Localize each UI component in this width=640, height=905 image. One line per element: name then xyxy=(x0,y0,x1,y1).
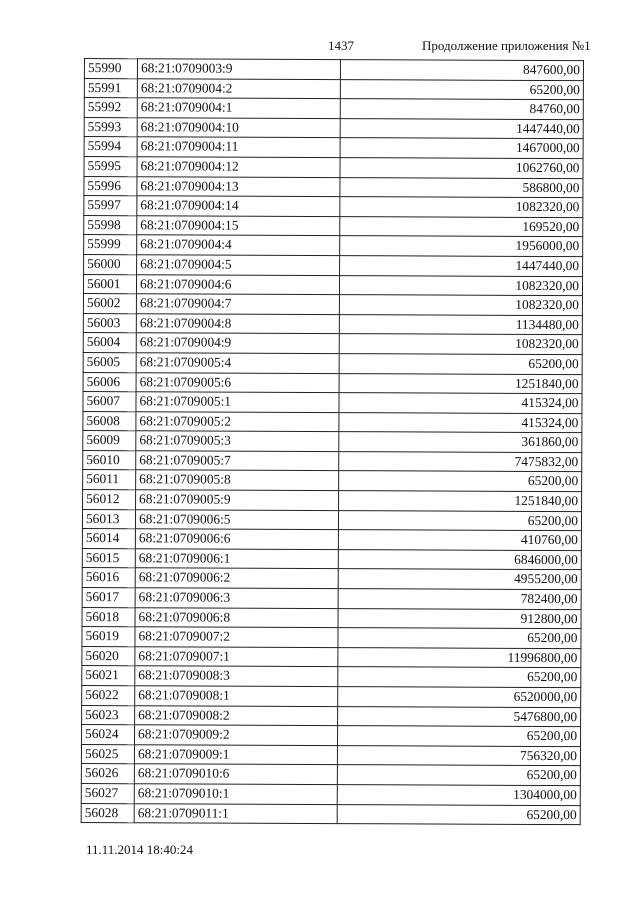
row-number-cell: 56014 xyxy=(82,529,135,549)
table-row xyxy=(84,235,583,257)
row-number-cell: 56013 xyxy=(82,509,135,529)
cadastral-number-cell: 68:21:0709007:2 xyxy=(135,627,338,647)
cadastral-number-cell: 68:21:0709004:5 xyxy=(137,255,340,275)
row-number-cell: 56023 xyxy=(82,705,135,725)
table-row xyxy=(83,274,582,296)
table-row xyxy=(81,744,580,766)
row-number-cell: 56020 xyxy=(82,646,135,666)
cadastral-number-cell: 68:21:0709005:9 xyxy=(136,490,339,510)
row-number-cell: 55990 xyxy=(84,59,137,79)
row-number-cell: 56024 xyxy=(82,725,135,745)
cadastral-number-cell: 68:21:0709004:11 xyxy=(137,137,340,157)
cadastral-value-cell: 1062760,00 xyxy=(340,158,583,179)
table-row xyxy=(84,176,583,198)
table-container xyxy=(81,58,584,825)
footer-timestamp: 11.11.2014 18:40:24 xyxy=(86,842,194,857)
table-row xyxy=(83,490,582,512)
cadastral-number-cell: 68:21:0709005:1 xyxy=(136,392,339,412)
cadastral-number-cell: 68:21:0709004:6 xyxy=(136,274,339,294)
cadastral-value-cell: 1251840,00 xyxy=(339,491,582,512)
row-number-cell: 55999 xyxy=(84,235,137,255)
row-number-cell: 56021 xyxy=(82,666,135,686)
row-number-cell: 55996 xyxy=(84,176,137,196)
table-row xyxy=(84,137,583,159)
cadastral-number-cell: 68:21:0709009:2 xyxy=(135,725,338,745)
cadastral-number-cell: 68:21:0709008:1 xyxy=(135,686,338,706)
row-number-cell: 56026 xyxy=(81,764,134,784)
cadastral-number-cell: 68:21:0709006:5 xyxy=(135,509,338,529)
table-row xyxy=(83,294,582,316)
cadastral-number-cell: 68:21:0709006:2 xyxy=(135,568,338,588)
cadastral-value-cell: 65200,00 xyxy=(337,765,580,786)
cadastral-value-cell: 4955200,00 xyxy=(338,569,581,590)
cadastral-value-cell: 1082320,00 xyxy=(339,295,582,316)
table-row xyxy=(83,313,582,335)
row-number-cell: 56010 xyxy=(83,450,136,470)
table-row xyxy=(82,627,581,649)
cadastral-number-cell: 68:21:0709004:14 xyxy=(137,196,340,216)
cadastral-number-cell: 68:21:0709010:6 xyxy=(134,764,337,784)
row-number-cell: 55993 xyxy=(84,117,137,137)
cadastral-value-cell: 65200,00 xyxy=(338,628,581,649)
row-number-cell: 56012 xyxy=(83,490,136,510)
row-number-cell: 56011 xyxy=(83,470,136,490)
cadastral-value-cell: 65200,00 xyxy=(340,79,583,100)
table-row xyxy=(82,646,581,668)
cadastral-number-cell: 68:21:0709008:2 xyxy=(135,705,338,725)
cadastral-value-table xyxy=(81,58,584,825)
row-number-cell: 56006 xyxy=(83,372,136,392)
row-number-cell: 56022 xyxy=(82,685,135,705)
table-row xyxy=(84,59,583,81)
cadastral-number-cell: 68:21:0709009:1 xyxy=(134,745,337,765)
cadastral-number-cell: 68:21:0709007:1 xyxy=(135,647,338,667)
cadastral-value-cell: 1304000,00 xyxy=(337,785,580,806)
table-row xyxy=(82,529,581,551)
cadastral-value-cell: 1082320,00 xyxy=(339,334,582,355)
cadastral-number-cell: 68:21:0709004:10 xyxy=(137,118,340,138)
table-row xyxy=(82,607,581,629)
cadastral-value-cell: 11996800,00 xyxy=(338,647,581,668)
table-row xyxy=(84,98,583,120)
table-row xyxy=(83,392,582,414)
cadastral-value-cell: 1447440,00 xyxy=(340,118,583,139)
table-row xyxy=(82,666,581,688)
cadastral-value-cell: 1134480,00 xyxy=(339,314,582,335)
appendix-title: Продолжение приложения №1 xyxy=(422,38,591,53)
table-row xyxy=(83,411,582,433)
row-number-cell: 55994 xyxy=(84,137,137,157)
cadastral-value-cell: 415324,00 xyxy=(339,412,582,433)
row-number-cell: 56015 xyxy=(82,548,135,568)
row-number-cell: 56027 xyxy=(81,783,134,803)
cadastral-value-cell: 847600,00 xyxy=(340,60,583,81)
cadastral-value-cell: 84760,00 xyxy=(340,99,583,120)
row-number-cell: 56002 xyxy=(83,294,136,314)
row-number-cell: 56016 xyxy=(82,568,135,588)
table-row xyxy=(84,215,583,237)
row-number-cell: 56009 xyxy=(83,431,136,451)
cadastral-number-cell: 68:21:0709005:2 xyxy=(136,411,339,431)
cadastral-value-cell: 169520,00 xyxy=(340,216,583,237)
table-row xyxy=(83,372,582,394)
cadastral-number-cell: 68:21:0709004:13 xyxy=(137,176,340,196)
cadastral-number-cell: 68:21:0709010:1 xyxy=(134,784,337,804)
table-row xyxy=(82,588,581,610)
cadastral-number-cell: 68:21:0709003:9 xyxy=(137,59,340,79)
cadastral-number-cell: 68:21:0709006:8 xyxy=(135,607,338,627)
cadastral-number-cell: 68:21:0709006:1 xyxy=(135,549,338,569)
table-row xyxy=(82,705,581,727)
table-row xyxy=(82,685,581,707)
cadastral-value-cell: 586800,00 xyxy=(340,177,583,198)
row-number-cell: 56008 xyxy=(83,411,136,431)
cadastral-number-cell: 68:21:0709006:6 xyxy=(135,529,338,549)
table-row xyxy=(82,568,581,590)
cadastral-value-cell: 65200,00 xyxy=(338,667,581,688)
cadastral-number-cell: 68:21:0709005:4 xyxy=(136,353,339,373)
cadastral-value-cell: 7475832,00 xyxy=(339,451,582,472)
row-number-cell: 56004 xyxy=(83,333,136,353)
row-number-cell: 56018 xyxy=(82,607,135,627)
cadastral-number-cell: 68:21:0709004:4 xyxy=(137,235,340,255)
table-body xyxy=(81,59,583,825)
cadastral-value-cell: 1082320,00 xyxy=(339,275,582,296)
table-row xyxy=(81,803,580,825)
table-row xyxy=(81,764,580,786)
table-row xyxy=(84,254,583,276)
cadastral-value-cell: 1082320,00 xyxy=(340,197,583,218)
row-number-cell: 56005 xyxy=(83,352,136,372)
row-number-cell: 56017 xyxy=(82,588,135,608)
cadastral-value-cell: 6520000,00 xyxy=(338,687,581,708)
row-number-cell: 56028 xyxy=(81,803,134,823)
cadastral-number-cell: 68:21:0709005:7 xyxy=(136,451,339,471)
table-row xyxy=(82,509,581,531)
cadastral-value-cell: 415324,00 xyxy=(339,393,582,414)
cadastral-number-cell: 68:21:0709008:3 xyxy=(135,666,338,686)
cadastral-value-cell: 1467000,00 xyxy=(340,138,583,159)
table-row xyxy=(81,783,580,805)
row-number-cell: 55997 xyxy=(84,196,137,216)
table-row xyxy=(82,725,581,747)
table-row xyxy=(83,333,582,355)
cadastral-number-cell: 68:21:0709004:2 xyxy=(137,78,340,98)
cadastral-number-cell: 68:21:0709006:3 xyxy=(135,588,338,608)
cadastral-value-cell: 1447440,00 xyxy=(340,256,583,277)
table-row xyxy=(83,352,582,374)
cadastral-value-cell: 1956000,00 xyxy=(340,236,583,257)
row-number-cell: 56019 xyxy=(82,627,135,647)
cadastral-value-cell: 361860,00 xyxy=(339,432,582,453)
cadastral-number-cell: 68:21:0709005:6 xyxy=(136,372,339,392)
table-row xyxy=(84,196,583,218)
cadastral-number-cell: 68:21:0709005:8 xyxy=(136,470,339,490)
table-row xyxy=(83,450,582,472)
table-row xyxy=(82,548,581,570)
row-number-cell: 56001 xyxy=(83,274,136,294)
table-row xyxy=(83,431,582,453)
cadastral-number-cell: 68:21:0709005:3 xyxy=(136,431,339,451)
cadastral-value-cell: 410760,00 xyxy=(338,530,581,551)
cadastral-value-cell: 65200,00 xyxy=(338,726,581,747)
row-number-cell: 56025 xyxy=(81,744,134,764)
cadastral-number-cell: 68:21:0709011:1 xyxy=(134,803,337,823)
cadastral-value-cell: 65200,00 xyxy=(339,354,582,375)
table-row xyxy=(84,78,583,100)
cadastral-value-cell: 756320,00 xyxy=(337,745,580,766)
cadastral-number-cell: 68:21:0709004:7 xyxy=(136,294,339,314)
table-row xyxy=(84,117,583,139)
row-number-cell: 55992 xyxy=(84,98,137,118)
row-number-cell: 55998 xyxy=(84,215,137,235)
row-number-cell: 55995 xyxy=(84,156,137,176)
cadastral-value-cell: 1251840,00 xyxy=(339,373,582,394)
row-number-cell: 56003 xyxy=(83,313,136,333)
row-number-cell: 56000 xyxy=(84,254,137,274)
row-number-cell: 55991 xyxy=(84,78,137,98)
cadastral-value-cell: 65200,00 xyxy=(339,471,582,492)
cadastral-number-cell: 68:21:0709004:12 xyxy=(137,157,340,177)
table-row xyxy=(83,470,582,492)
table-row xyxy=(84,156,583,178)
page-number: 1437 xyxy=(328,38,354,53)
cadastral-value-cell: 912800,00 xyxy=(338,608,581,629)
cadastral-number-cell: 68:21:0709004:15 xyxy=(137,215,340,235)
row-number-cell: 56007 xyxy=(83,392,136,412)
cadastral-value-cell: 5476800,00 xyxy=(338,706,581,727)
cadastral-number-cell: 68:21:0709004:8 xyxy=(136,313,339,333)
cadastral-number-cell: 68:21:0709004:1 xyxy=(137,98,340,118)
cadastral-value-cell: 65200,00 xyxy=(337,804,580,825)
cadastral-value-cell: 65200,00 xyxy=(338,510,581,531)
cadastral-number-cell: 68:21:0709004:9 xyxy=(136,333,339,353)
cadastral-value-cell: 782400,00 xyxy=(338,589,581,610)
cadastral-value-cell: 6846000,00 xyxy=(338,549,581,570)
